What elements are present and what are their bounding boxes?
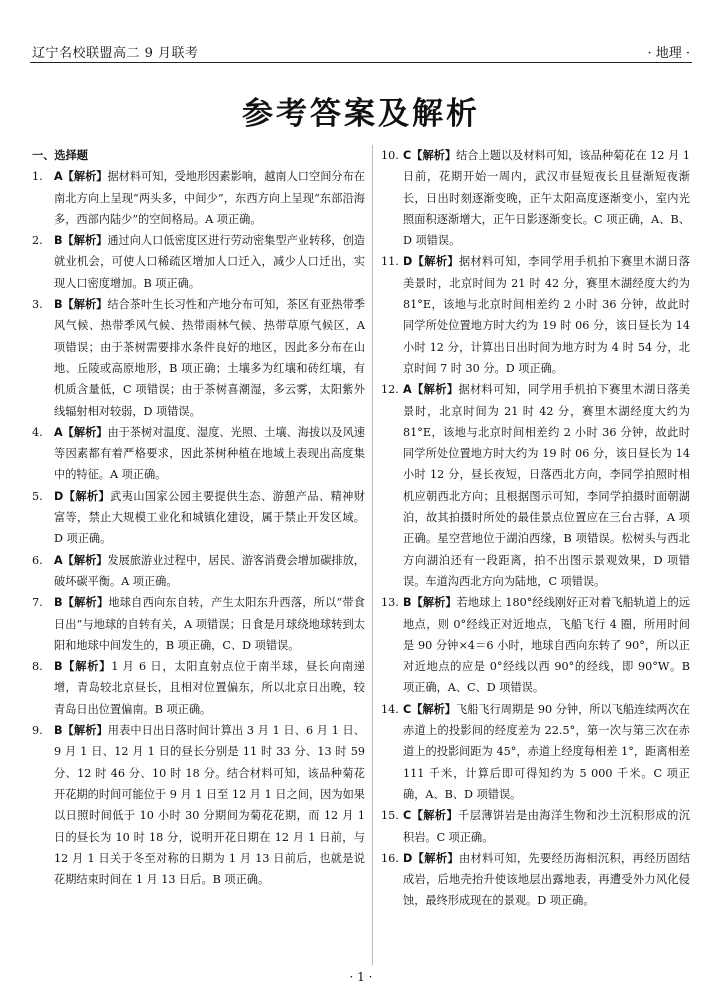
answer-item	[32, 166, 365, 230]
answer-letter: B	[54, 298, 63, 312]
analysis-tag: 【解析】	[412, 255, 459, 269]
item-number: 6.	[32, 553, 43, 567]
item-number: 4.	[32, 425, 43, 439]
column-divider	[372, 145, 373, 965]
item-number: 3.	[32, 298, 43, 312]
explanation-text: 据材料可知，受地形因素影响，越南人口空间分布在南北方向上呈现“两头多，中间少”，东西方向上呈现“东部沿海多，西部内陆少”的空间格局。A 项正确。	[54, 170, 365, 226]
analysis-tag: 【解析】	[412, 851, 459, 865]
explanation-text: 结合上题以及材料可知，该品种菊花在 12 月 1 日前，花期开始一周内，武汉市昼短夜长且昼渐短夜渐长，日出时刻逐渐变晚，正午太阳高度逐渐变小，室内光照面积逐渐增大，正午日影逐渐变长。C 项正确，A、B、D 项错误。	[403, 149, 690, 248]
answer-item	[32, 656, 365, 720]
item-number: 11.	[381, 255, 399, 269]
explanation-text: 武夷山国家公园主要提供生态、游憩产品、精神财富等，禁止大规模工业化和城镇化建设，属于禁止开发区域。D 项正确。	[54, 489, 365, 546]
explanation-text: 若地球上 180°经线刚好正对着飞船轨道上的远地点，则 0°经线正对近地点，飞船飞行 4 圈，所用时间是 90 分钟×4＝6 小时，地球自西向东转了 90°，所以正对近地点的应是 0°经线以西 90°的经线，即 90°W。B 项正确，A、C、D 项错误。	[403, 596, 690, 695]
item-number: 12.	[381, 383, 399, 397]
analysis-tag: 【解析】	[411, 596, 457, 610]
item-number: 10.	[381, 149, 399, 162]
answer-letter: D	[403, 255, 413, 269]
answer-letter: A	[54, 553, 63, 567]
answer-letter: D	[54, 489, 64, 503]
answer-item	[32, 550, 365, 593]
answer-item	[32, 486, 365, 550]
explanation-text: 据材料可知，李同学用手机拍下赛里木湖日落美景时，北京时间为 21 时 42 分，赛里木湖经度大约为 81°E，该地与北京时间相差约 2 小时 36 分钟，故此时同学所处位置地方时大约为 19 时 06 分，该日昼长为 14 小时 12 分，计算出日出时间为地方时为 4 时 54 分，北京时间 7 时 30 分。D 项正确。	[403, 255, 690, 375]
analysis-tag: 【解析】	[411, 809, 459, 823]
item-number: 16.	[381, 851, 399, 865]
analysis-tag: 【解析】	[62, 596, 109, 610]
item-number: 2.	[32, 234, 43, 248]
page-header	[30, 36, 692, 63]
analysis-tag: 【解析】	[62, 425, 108, 439]
analysis-tag: 【解析】	[62, 298, 108, 312]
answer-letter: B	[54, 596, 63, 610]
explanation-text: 由材料可知，先要经历海相沉积，再经历固结成岩，后地壳抬升使该地层出露地表，再遭受外力风化侵蚀，最终形成现在的景观。D 项正确。	[403, 851, 690, 908]
item-number: 9.	[32, 724, 43, 738]
answer-letter: D	[403, 851, 413, 865]
analysis-tag: 【解析】	[411, 383, 459, 397]
item-number: 1.	[32, 170, 43, 184]
explanation-text: 通过向人口低密度区进行劳动密集型产业转移，创造就业机会，可使人口稀疏区增加人口迁入，减少人口迁出，实现人口密度增加。B 项正确。	[54, 234, 365, 290]
left-column	[32, 145, 365, 890]
analysis-tag: 【解析】	[411, 149, 457, 162]
analysis-tag: 【解析】	[63, 489, 111, 503]
explanation-text: 千层薄饼岩是由海洋生物和沙土沉积形成的沉积岩。C 项正确。	[403, 809, 690, 844]
right-column	[381, 145, 690, 912]
answer-letter: C	[403, 809, 412, 823]
answer-item	[32, 592, 365, 656]
item-number: 7.	[32, 596, 43, 610]
answer-letter: C	[403, 702, 412, 716]
explanation-text: 结合茶叶生长习性和产地分布可知，茶区有亚热带季风气候、热带季风气候、热带雨林气候、热带草原气候区，A 项错误；由于茶树需要排水条件良好的地区，因此多分布在山地、丘陵或高原地形，B 项正确；土壤多为红壤和砖红壤，有机质含量低，C 项错误；由于茶树喜潮湿，多云雾，太阳紫外线辐射相对较弱，D 项错误。	[54, 298, 365, 418]
answer-item	[381, 251, 690, 379]
subject-name: · 地理 ·	[647, 46, 690, 61]
analysis-tag: 【解析】	[62, 724, 108, 738]
exam-name: 辽宁名校联盟高二 9 月联考	[32, 46, 199, 61]
explanation-text: 用表中日出日落时间计算出 3 月 1 日、6 月 1 日、9 月 1 日、12 月 1 日的昼长分别是 11 时 33 分、13 时 59 分、12 时 46 分、10 时 18 分。结合材料可知，该品种菊花开花期的时间可能位于 9 月 1 日至 12 月 1 日之间，因为如果以日照时间低于 10 小时 30 分期间为菊花花期，而 12 月 1 日的昼长为 10 时 18 分，说明开花日期在 12 月 1 日前，与 12 月 1 日关于冬至对称的日期为 1 月 13 日前后，也就是说花期结束时间在 1 月 13 日后。B 项正确。	[54, 724, 365, 887]
page-title: 参考答案及解析	[242, 96, 480, 132]
analysis-tag: 【解析】	[62, 234, 108, 248]
explanation-text: 发展旅游业过程中，居民、游客消费会增加碳排放，破坏碳平衡。A 项正确。	[54, 553, 365, 588]
answer-item	[32, 422, 365, 486]
item-number: 13.	[381, 596, 399, 610]
explanation-text: 据材料可知，同学用手机拍下赛里木湖日落美景时，北京时间为 21 时 42 分，赛里木湖经度大约为 81°E，该地与北京时间相差约 2 小时 36 分钟，故此时同学所处位置地方时大约为 19 时 06 分，该日昼长为 14 小时 12 分，昼长夜短，日落西北方向，李同学拍照时相机应朝西北方向；且根据图示可知，李同学拍摄时面朝湖泊，故其拍摄时所处的最佳景点位置应在三台古驿，A 项正确。星空营地位于湖泊西缘，B 项错误。松树头与西北方向湖泊还有一段距离，拍不出图示景观效果，D 项错误。车道沟西北方向为陆地，C 项错误。	[403, 383, 690, 588]
answer-letter: B	[54, 724, 63, 738]
answer-letter: B	[54, 660, 63, 674]
answer-item	[381, 592, 690, 698]
explanation-text: 由于茶树对温度、湿度、光照、土壤、海拔以及风速等因素都有着严格要求，因此茶树种植在地域上表现出高度集中的特征。A 项正确。	[54, 425, 365, 482]
explanation-text: 地球自西向东自转，产生太阳东升西落，所以“带食日出”与地球的自转有关，A 项错误；日食是月球绕地球转到太阳和地球中间发生的，B 项正确，C、D 项错误。	[54, 596, 365, 652]
answer-item	[381, 379, 690, 592]
page-number: · 1 ·	[349, 970, 373, 984]
item-number: 14.	[381, 702, 399, 716]
answer-letter: B	[403, 596, 412, 610]
answer-item	[32, 294, 365, 422]
analysis-tag: 【解析】	[62, 553, 108, 567]
answer-letter: A	[54, 170, 63, 184]
explanation-text: 1 月 6 日，太阳直射点位于南半球，昼长向南递增，青岛较北京昼长，且相对位置偏东，所以北京日出晚，较青岛日出位置偏南。B 项正确。	[54, 660, 365, 716]
analysis-tag: 【解析】	[62, 660, 112, 674]
item-number: 8.	[32, 660, 43, 674]
answer-item	[381, 145, 690, 251]
item-number: 15.	[381, 809, 399, 823]
answer-letter: C	[403, 149, 412, 162]
answer-item	[381, 805, 690, 848]
item-number: 5.	[32, 489, 43, 503]
answer-item	[381, 699, 690, 805]
analysis-tag: 【解析】	[411, 702, 456, 716]
section-heading: 一、选择题	[32, 148, 88, 162]
answer-letter: A	[54, 425, 63, 439]
answer-letter: B	[54, 234, 63, 248]
analysis-tag: 【解析】	[62, 170, 108, 184]
explanation-text: 飞船飞行周期是 90 分钟，所以飞船连续两次在赤道上的投影间的经度差为 22.5°，第一次与第三次在赤道上的投影间距为 45°，赤道上经度每相差 1°，距离相差 111 千米，计算后即可得知约为 5 000 千米。C 项正确，A、B、D 项错误。	[403, 702, 690, 801]
answer-item	[32, 720, 365, 890]
answer-item	[381, 848, 690, 912]
answer-item	[32, 230, 365, 294]
answer-letter: A	[403, 383, 412, 397]
